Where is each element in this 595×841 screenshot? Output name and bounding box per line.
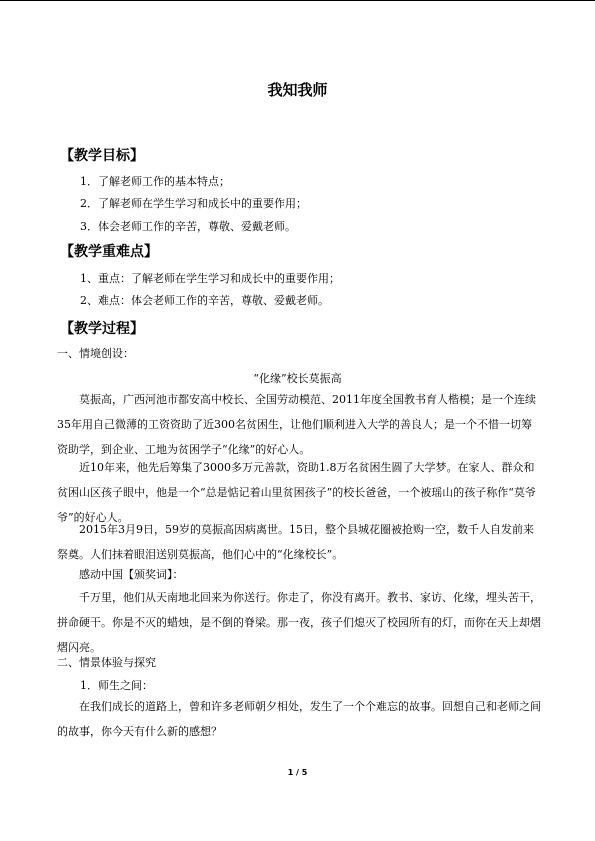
story-paragraph: 近10年来，他先后筹集了3000多万元善款，资助1.8万名贫困生圆了大学梦。在家人、群众和贫困山区孩子眼中，他是一个“总是惦记着山里贫困孩子”的校长爸爸，一个被瑶山的孩子称作“莫爷爷”的好心人。 <box>57 461 536 524</box>
discussion-paragraph: 在我们成长的道路上，曾和许多老师朝夕相处，发生了一个个难忘的故事。回想自己和老师之间的故事，你今天有什么新的感想？ <box>57 700 541 738</box>
key-point-item: 1、重点：了解老师在学生学习和成长中的重要作用； <box>80 272 340 285</box>
story-paragraph: 莫振高，广西河池市都安高中校长、全国劳动模范、2011年度全国教书育人楷模；是一个连续35年用自己微薄的工资资助了近300名贫困生，让他们顺利进入大学的善良人；是一个不惜一切筹资助学，到企业、工地为贫困学子“化缘”的好心人。 <box>57 393 536 456</box>
award-paragraph: 千万里，他们从天南地北回来为你送行。你走了，你没有离开。教书、家访、化缘，埋头苦干，拼命硬干。你是不灭的蜡烛，是不倒的脊梁。那一夜，孩子们熄灭了校园所有的灯，而你在天上却熠熠闪亮。 <box>57 591 541 654</box>
process-heading: 【教学过程】 <box>60 321 144 337</box>
award-label: 感动中国【颁奖词】： <box>79 568 184 581</box>
story-paragraph: 2015年3月9日，59岁的莫振高因病离世。15日，整个县城花圈被抢购一空，数千人自发前来祭奠。人们抹着眼泪送别莫振高，他们心中的“化缘校长”。 <box>57 523 534 561</box>
top-rule <box>0 0 595 1</box>
goal-item: 3．体会老师工作的辛苦，尊敬、爱戴老师。 <box>80 220 296 233</box>
section-heading: 二、情景体验与探究 <box>57 656 156 669</box>
section-heading: 一、情境创设： <box>57 347 134 360</box>
goal-item: 1．了解老师工作的基本特点； <box>80 175 230 188</box>
page-title: 我知我师 <box>267 81 328 99</box>
subsection-heading: 1．师生之间： <box>80 679 153 692</box>
key-points-heading: 【教学重难点】 <box>60 244 158 260</box>
goal-item: 2．了解老师在学生学习和成长中的重要作用； <box>80 197 307 210</box>
page-number: 1 / 5 <box>287 768 308 777</box>
key-point-item: 2、难点：体会老师工作的辛苦，尊敬、爱戴老师。 <box>80 294 329 307</box>
story-title: “化缘”校长莫振高 <box>253 372 342 385</box>
goals-heading: 【教学目标】 <box>60 148 144 164</box>
